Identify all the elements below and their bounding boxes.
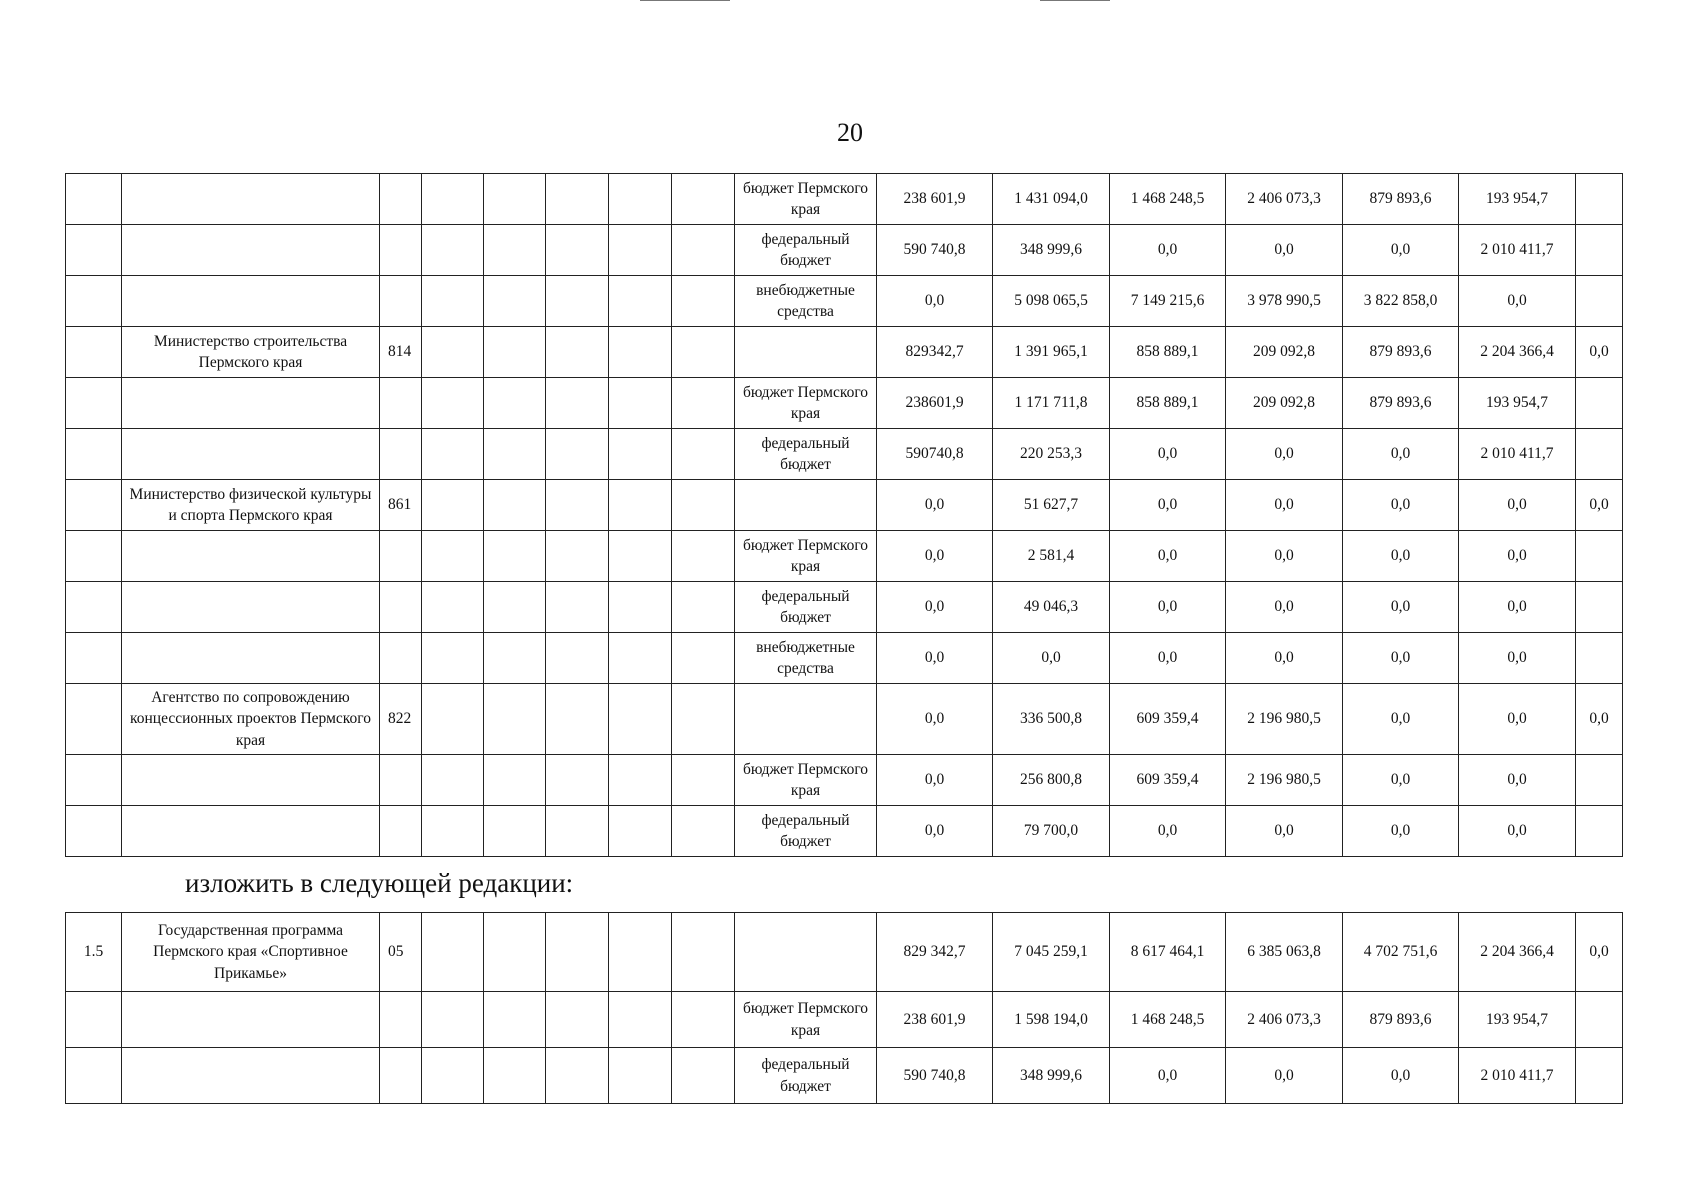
value-cell: 4 702 751,6: [1343, 913, 1459, 992]
classification-cell: [546, 531, 609, 582]
organization-name-cell: [122, 582, 380, 633]
row-number-cell: [66, 755, 122, 806]
code-cell: [380, 806, 422, 857]
classification-cell: [672, 913, 735, 992]
code-cell: [380, 531, 422, 582]
classification-cell: [609, 755, 672, 806]
row-number-cell: [66, 1048, 122, 1104]
classification-cell: [609, 531, 672, 582]
organization-name-cell: Агентство по сопровождению концессионных проектов Пермского края: [122, 684, 380, 755]
value-cell: 220 253,3: [993, 429, 1110, 480]
value-cell: [1576, 225, 1623, 276]
value-cell: 0,0: [1576, 327, 1623, 378]
funding-source-cell: [735, 684, 877, 755]
row-number-cell: [66, 174, 122, 225]
classification-cell: [422, 174, 484, 225]
classification-cell: [422, 806, 484, 857]
value-cell: 336 500,8: [993, 684, 1110, 755]
value-cell: 2 196 980,5: [1226, 684, 1343, 755]
value-cell: 590740,8: [877, 429, 993, 480]
value-cell: 5 098 065,5: [993, 276, 1110, 327]
organization-name-cell: [122, 276, 380, 327]
code-cell: [380, 174, 422, 225]
value-cell: [1576, 174, 1623, 225]
value-cell: 209 092,8: [1226, 378, 1343, 429]
code-cell: 814: [380, 327, 422, 378]
table-row: [66, 480, 1623, 531]
value-cell: 609 359,4: [1110, 755, 1226, 806]
value-cell: [1576, 1048, 1623, 1104]
table-row: [66, 913, 1623, 992]
classification-cell: [422, 225, 484, 276]
classification-cell: [672, 1048, 735, 1104]
value-cell: 79 700,0: [993, 806, 1110, 857]
classification-cell: [609, 913, 672, 992]
row-number-cell: [66, 806, 122, 857]
classification-cell: [484, 531, 546, 582]
classification-cell: [609, 276, 672, 327]
classification-cell: [609, 633, 672, 684]
value-cell: 0,0: [1576, 480, 1623, 531]
value-cell: 0,0: [1226, 531, 1343, 582]
code-cell: [380, 582, 422, 633]
row-number-cell: [66, 276, 122, 327]
value-cell: 0,0: [1110, 480, 1226, 531]
funding-source-cell: внебюджетные средства: [735, 633, 877, 684]
classification-cell: [609, 480, 672, 531]
classification-cell: [484, 429, 546, 480]
value-cell: 590 740,8: [877, 1048, 993, 1104]
value-cell: 2 204 366,4: [1459, 913, 1576, 992]
value-cell: 0,0: [1226, 480, 1343, 531]
value-cell: [1576, 276, 1623, 327]
value-cell: 348 999,6: [993, 225, 1110, 276]
value-cell: 879 893,6: [1343, 327, 1459, 378]
classification-cell: [546, 480, 609, 531]
value-cell: 0,0: [877, 684, 993, 755]
classification-cell: [672, 633, 735, 684]
value-cell: [1576, 633, 1623, 684]
value-cell: 0,0: [1459, 633, 1576, 684]
funding-source-cell: бюджет Пермского края: [735, 378, 877, 429]
funding-source-cell: бюджет Пермского края: [735, 992, 877, 1048]
value-cell: 0,0: [1226, 806, 1343, 857]
classification-cell: [546, 429, 609, 480]
organization-name-cell: Государственная программа Пермского края «Спортивное Прикамье»: [122, 913, 380, 992]
classification-cell: [546, 174, 609, 225]
value-cell: 0,0: [1343, 582, 1459, 633]
value-cell: 0,0: [1226, 1048, 1343, 1104]
amendment-caption: изложить в следующей редакции:: [185, 868, 574, 898]
table-row: [66, 992, 1623, 1048]
value-cell: 0,0: [877, 633, 993, 684]
classification-cell: [609, 378, 672, 429]
classification-cell: [422, 1048, 484, 1104]
value-cell: 0,0: [1343, 633, 1459, 684]
classification-cell: [422, 913, 484, 992]
value-cell: 858 889,1: [1110, 327, 1226, 378]
classification-cell: [672, 480, 735, 531]
classification-cell: [609, 806, 672, 857]
classification-cell: [546, 1048, 609, 1104]
table-row: [66, 806, 1623, 857]
row-number-cell: [66, 582, 122, 633]
value-cell: 0,0: [1110, 1048, 1226, 1104]
value-cell: 0,0: [877, 531, 993, 582]
value-cell: 7 149 215,6: [1110, 276, 1226, 327]
classification-cell: [484, 225, 546, 276]
classification-cell: [422, 992, 484, 1048]
row-number-cell: [66, 684, 122, 755]
code-cell: [380, 755, 422, 806]
classification-cell: [672, 755, 735, 806]
classification-cell: [484, 480, 546, 531]
classification-cell: [672, 378, 735, 429]
value-cell: [1576, 582, 1623, 633]
classification-cell: [484, 913, 546, 992]
classification-cell: [484, 806, 546, 857]
value-cell: 0,0: [877, 582, 993, 633]
funding-source-cell: [735, 913, 877, 992]
classification-cell: [672, 531, 735, 582]
classification-cell: [546, 276, 609, 327]
organization-name-cell: [122, 174, 380, 225]
value-cell: 0,0: [1343, 531, 1459, 582]
value-cell: 0,0: [1343, 225, 1459, 276]
classification-cell: [609, 1048, 672, 1104]
table-row: [66, 429, 1623, 480]
page-number: 20: [837, 118, 863, 147]
code-cell: 822: [380, 684, 422, 755]
value-cell: 2 204 366,4: [1459, 327, 1576, 378]
classification-cell: [672, 684, 735, 755]
classification-cell: [422, 378, 484, 429]
code-cell: [380, 1048, 422, 1104]
value-cell: 0,0: [1226, 429, 1343, 480]
classification-cell: [422, 327, 484, 378]
value-cell: 879 893,6: [1343, 992, 1459, 1048]
row-number-cell: [66, 378, 122, 429]
table-row: [66, 755, 1623, 806]
value-cell: 1 468 248,5: [1110, 174, 1226, 225]
row-number-cell: [66, 327, 122, 378]
value-cell: 0,0: [877, 806, 993, 857]
value-cell: 0,0: [1576, 684, 1623, 755]
organization-name-cell: [122, 1048, 380, 1104]
code-cell: [380, 633, 422, 684]
value-cell: 0,0: [993, 633, 1110, 684]
funding-source-cell: бюджет Пермского края: [735, 174, 877, 225]
classification-cell: [484, 327, 546, 378]
organization-name-cell: [122, 429, 380, 480]
value-cell: 0,0: [1343, 806, 1459, 857]
classification-cell: [546, 582, 609, 633]
value-cell: 0,0: [1226, 582, 1343, 633]
organization-name-cell: [122, 992, 380, 1048]
value-cell: 879 893,6: [1343, 378, 1459, 429]
classification-cell: [422, 633, 484, 684]
value-cell: 8 617 464,1: [1110, 913, 1226, 992]
classification-cell: [484, 276, 546, 327]
value-cell: 1 468 248,5: [1110, 992, 1226, 1048]
value-cell: 0,0: [1459, 480, 1576, 531]
value-cell: 209 092,8: [1226, 327, 1343, 378]
organization-name-cell: [122, 755, 380, 806]
classification-cell: [546, 225, 609, 276]
organization-name-cell: [122, 225, 380, 276]
value-cell: 0,0: [877, 480, 993, 531]
value-cell: 0,0: [877, 276, 993, 327]
value-cell: 609 359,4: [1110, 684, 1226, 755]
organization-name-cell: [122, 378, 380, 429]
value-cell: 0,0: [1110, 633, 1226, 684]
funding-source-cell: федеральный бюджет: [735, 1048, 877, 1104]
table-row: [66, 378, 1623, 429]
value-cell: 0,0: [1110, 429, 1226, 480]
value-cell: 1 598 194,0: [993, 992, 1110, 1048]
classification-cell: [546, 684, 609, 755]
value-cell: 2 406 073,3: [1226, 992, 1343, 1048]
row-number-cell: [66, 992, 122, 1048]
code-cell: [380, 429, 422, 480]
budget-table-current: [65, 173, 1623, 857]
value-cell: 829342,7: [877, 327, 993, 378]
value-cell: 0,0: [1110, 582, 1226, 633]
classification-cell: [422, 684, 484, 755]
value-cell: 0,0: [877, 755, 993, 806]
value-cell: 0,0: [1459, 582, 1576, 633]
value-cell: 0,0: [1576, 913, 1623, 992]
classification-cell: [672, 225, 735, 276]
classification-cell: [484, 582, 546, 633]
value-cell: 0,0: [1110, 225, 1226, 276]
classification-cell: [546, 755, 609, 806]
value-cell: 1 171 711,8: [993, 378, 1110, 429]
classification-cell: [672, 992, 735, 1048]
classification-cell: [672, 582, 735, 633]
value-cell: [1576, 992, 1623, 1048]
value-cell: 2 406 073,3: [1226, 174, 1343, 225]
value-cell: 2 196 980,5: [1226, 755, 1343, 806]
organization-name-cell: Министерство физической культуры и спорта Пермского края: [122, 480, 380, 531]
value-cell: 238601,9: [877, 378, 993, 429]
value-cell: 2 010 411,7: [1459, 1048, 1576, 1104]
classification-cell: [609, 327, 672, 378]
classification-cell: [609, 684, 672, 755]
table-row: [66, 327, 1623, 378]
value-cell: 2 010 411,7: [1459, 429, 1576, 480]
classification-cell: [484, 378, 546, 429]
value-cell: 238 601,9: [877, 174, 993, 225]
value-cell: 6 385 063,8: [1226, 913, 1343, 992]
classification-cell: [609, 174, 672, 225]
classification-cell: [609, 582, 672, 633]
value-cell: 256 800,8: [993, 755, 1110, 806]
classification-cell: [484, 633, 546, 684]
classification-cell: [609, 225, 672, 276]
code-cell: [380, 225, 422, 276]
value-cell: 3 822 858,0: [1343, 276, 1459, 327]
classification-cell: [422, 755, 484, 806]
value-cell: 0,0: [1459, 684, 1576, 755]
organization-name-cell: [122, 806, 380, 857]
code-cell: [380, 992, 422, 1048]
value-cell: 51 627,7: [993, 480, 1110, 531]
funding-source-cell: [735, 480, 877, 531]
value-cell: 193 954,7: [1459, 174, 1576, 225]
value-cell: 238 601,9: [877, 992, 993, 1048]
value-cell: 0,0: [1343, 1048, 1459, 1104]
value-cell: [1576, 531, 1623, 582]
table-row: [66, 633, 1623, 684]
value-cell: 1 431 094,0: [993, 174, 1110, 225]
value-cell: 3 978 990,5: [1226, 276, 1343, 327]
value-cell: 7 045 259,1: [993, 913, 1110, 992]
classification-cell: [672, 429, 735, 480]
classification-cell: [546, 633, 609, 684]
row-number-cell: [66, 480, 122, 531]
classification-cell: [422, 480, 484, 531]
value-cell: 193 954,7: [1459, 992, 1576, 1048]
classification-cell: [546, 992, 609, 1048]
code-cell: 05: [380, 913, 422, 992]
value-cell: 590 740,8: [877, 225, 993, 276]
classification-cell: [546, 378, 609, 429]
value-cell: [1576, 755, 1623, 806]
table-row: [66, 225, 1623, 276]
value-cell: [1576, 378, 1623, 429]
classification-cell: [609, 429, 672, 480]
classification-cell: [484, 684, 546, 755]
classification-cell: [609, 992, 672, 1048]
funding-source-cell: [735, 327, 877, 378]
funding-source-cell: бюджет Пермского края: [735, 755, 877, 806]
funding-source-cell: федеральный бюджет: [735, 582, 877, 633]
value-cell: 1 391 965,1: [993, 327, 1110, 378]
classification-cell: [484, 174, 546, 225]
classification-cell: [422, 531, 484, 582]
classification-cell: [422, 429, 484, 480]
value-cell: 0,0: [1459, 755, 1576, 806]
code-cell: [380, 378, 422, 429]
funding-source-cell: федеральный бюджет: [735, 806, 877, 857]
value-cell: 2 581,4: [993, 531, 1110, 582]
classification-cell: [672, 806, 735, 857]
classification-cell: [484, 1048, 546, 1104]
classification-cell: [422, 582, 484, 633]
table-row: [66, 174, 1623, 225]
value-cell: 0,0: [1459, 531, 1576, 582]
value-cell: 348 999,6: [993, 1048, 1110, 1104]
classification-cell: [484, 755, 546, 806]
organization-name-cell: Министерство строительства Пермского края: [122, 327, 380, 378]
classification-cell: [546, 913, 609, 992]
funding-source-cell: федеральный бюджет: [735, 225, 877, 276]
row-number-cell: 1.5: [66, 913, 122, 992]
table-row: [66, 582, 1623, 633]
value-cell: 879 893,6: [1343, 174, 1459, 225]
classification-cell: [672, 276, 735, 327]
table-row: [66, 531, 1623, 582]
value-cell: 0,0: [1226, 225, 1343, 276]
value-cell: 0,0: [1343, 429, 1459, 480]
classification-cell: [672, 327, 735, 378]
classification-cell: [546, 327, 609, 378]
budget-table-new: [65, 912, 1623, 1104]
value-cell: 0,0: [1110, 806, 1226, 857]
classification-cell: [422, 276, 484, 327]
value-cell: [1576, 429, 1623, 480]
organization-name-cell: [122, 633, 380, 684]
value-cell: 0,0: [1459, 806, 1576, 857]
classification-cell: [672, 174, 735, 225]
classification-cell: [546, 806, 609, 857]
value-cell: 0,0: [1343, 755, 1459, 806]
organization-name-cell: [122, 531, 380, 582]
value-cell: 0,0: [1343, 480, 1459, 531]
table-row: [66, 684, 1623, 755]
value-cell: 829 342,7: [877, 913, 993, 992]
value-cell: 0,0: [1343, 684, 1459, 755]
classification-cell: [484, 992, 546, 1048]
value-cell: 2 010 411,7: [1459, 225, 1576, 276]
funding-source-cell: бюджет Пермского края: [735, 531, 877, 582]
row-number-cell: [66, 531, 122, 582]
code-cell: 861: [380, 480, 422, 531]
value-cell: 858 889,1: [1110, 378, 1226, 429]
row-number-cell: [66, 429, 122, 480]
funding-source-cell: федеральный бюджет: [735, 429, 877, 480]
value-cell: 0,0: [1110, 531, 1226, 582]
table-row: [66, 1048, 1623, 1104]
value-cell: 193 954,7: [1459, 378, 1576, 429]
value-cell: [1576, 806, 1623, 857]
value-cell: 49 046,3: [993, 582, 1110, 633]
row-number-cell: [66, 633, 122, 684]
value-cell: 0,0: [1459, 276, 1576, 327]
row-number-cell: [66, 225, 122, 276]
table-row: [66, 276, 1623, 327]
value-cell: 0,0: [1226, 633, 1343, 684]
funding-source-cell: внебюджетные средства: [735, 276, 877, 327]
code-cell: [380, 276, 422, 327]
